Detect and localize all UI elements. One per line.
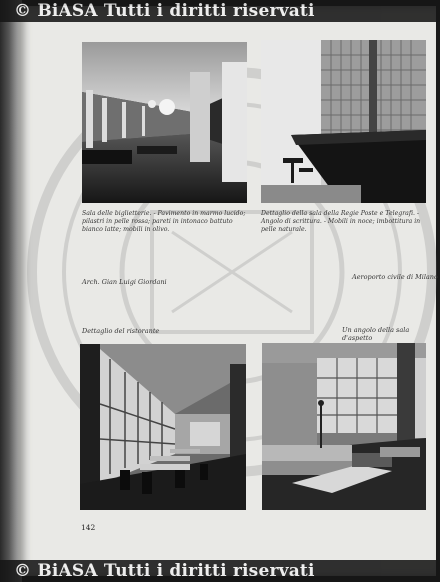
page-number: 142 (81, 523, 96, 532)
label-waiting-room: Un angolo della sala d'aspetto (342, 326, 410, 342)
project-credit: Aeroporto civile di Milano (352, 273, 438, 281)
photo-waiting-room (262, 343, 426, 510)
caption-ticket-hall: Sala delle biglietterie. - Pavimento in marmo lucido; pilastri in pelle rossa; pareti in intonaco battuto bianco latte; mobili in olivo. (82, 210, 246, 233)
photo-post-office-desk (261, 40, 426, 203)
caption-post-office: Dettaglio della sala della Regie Poste e Telegrafi. - Angolo di scrittura. - Mobili in noce; imbottitura in pelle naturale. (261, 210, 421, 233)
architect-credit: Arch. Gian Luigi Giordani (82, 278, 167, 286)
photo-ticket-hall (82, 42, 247, 203)
label-restaurant: Dettaglio del ristorante (82, 327, 160, 335)
watermark-banner-top: © BiASA Tutti i diritti riservati (0, 0, 440, 22)
watermark-banner-bottom: © BiASA Tutti i diritti riservati (0, 560, 440, 582)
photo-restaurant (80, 344, 246, 510)
